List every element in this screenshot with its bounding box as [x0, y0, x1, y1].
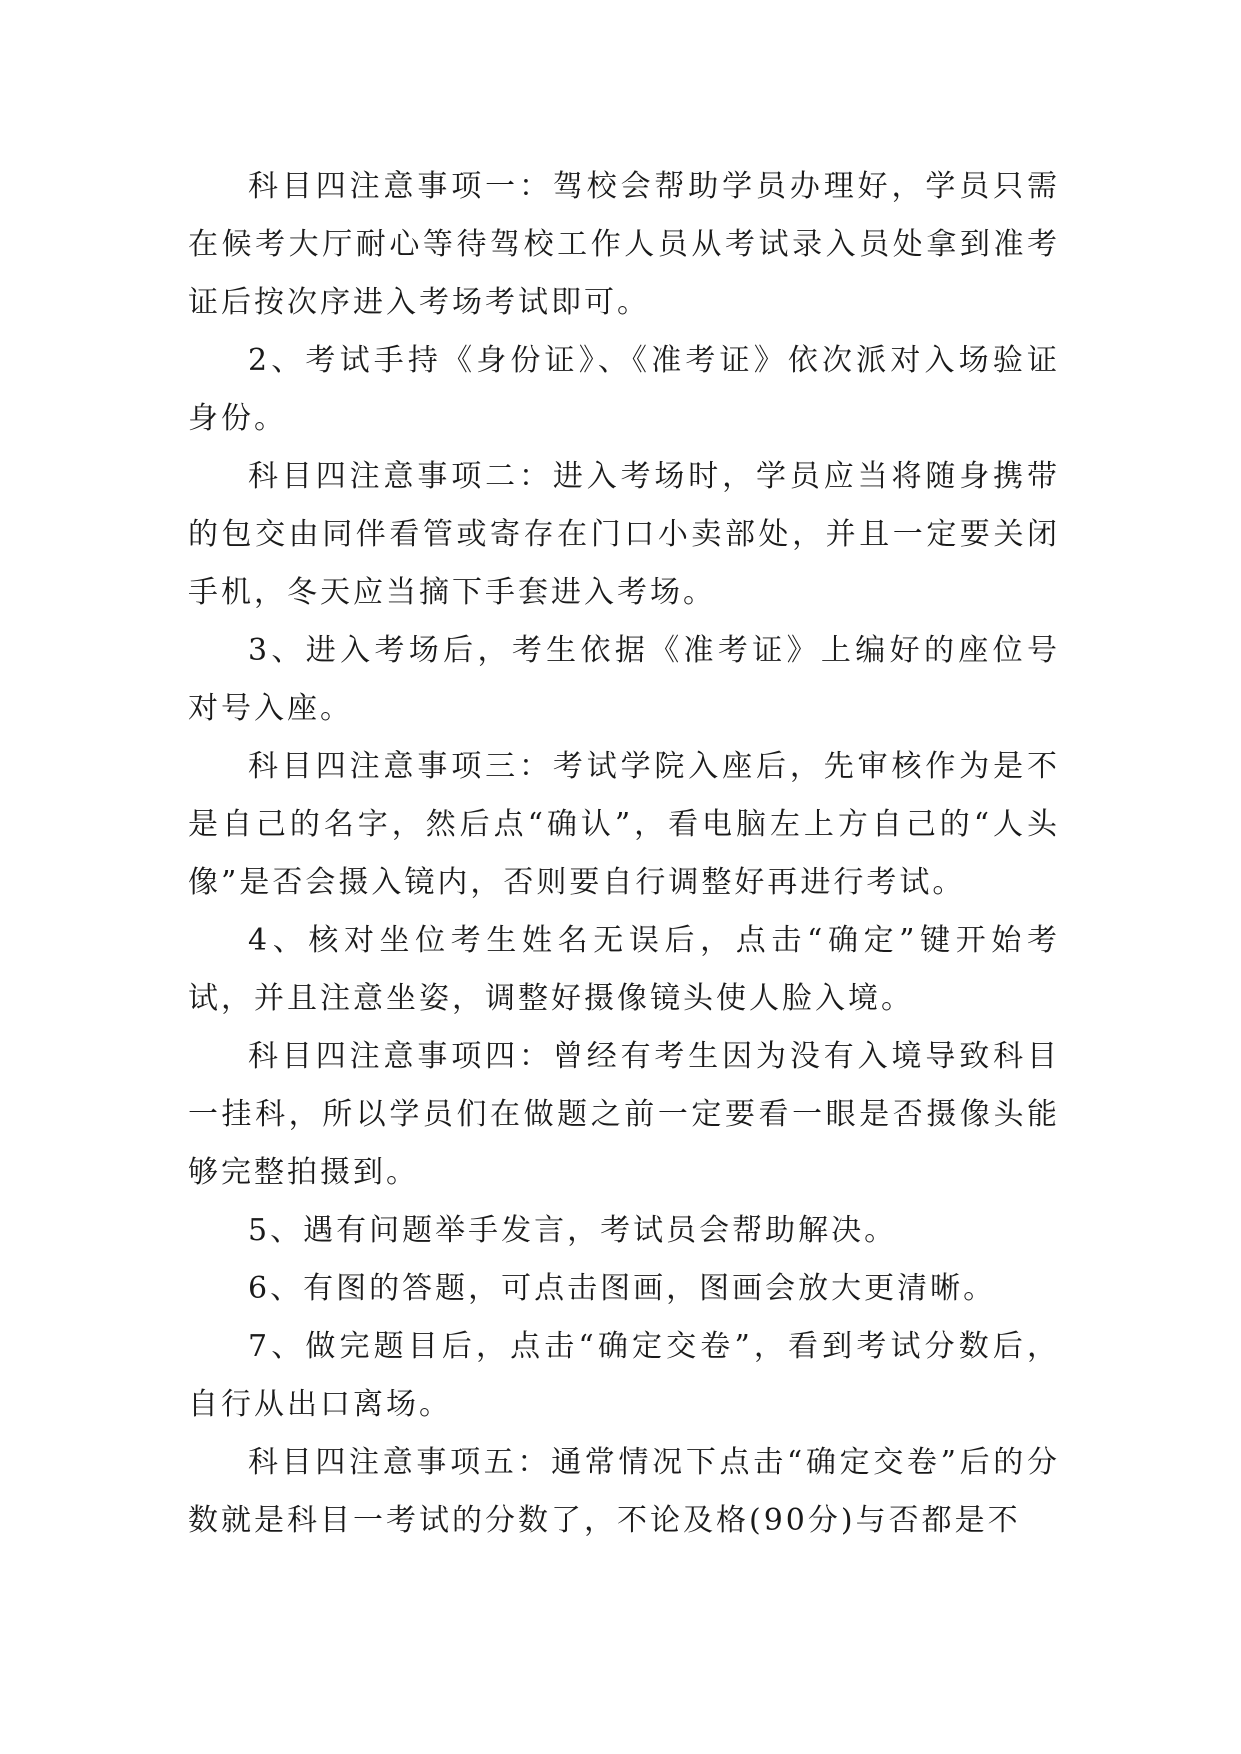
paragraph-step-2: 2、考试手持《身份证》、《准考证》依次派对入场验证身份。 [188, 343, 1060, 436]
paragraph-note-5: 科目四注意事项五：通常情况下点击“确定交卷”后的分数就是科目一考试的分数了，不论及格(90分)与否都是不 [188, 1445, 1060, 1538]
document-body [188, 158, 1060, 1550]
paragraph-step-6: 6、有图的答题，可点击图画，图画会放大更清晰。 [248, 1271, 997, 1306]
paragraph-note-3: 科目四注意事项三：考试学院入座后，先审核作为是不是自己的名字，然后点“确认”，看电脑左上方自己的“人头像”是否会摄入镜内，否则要自行调整好再进行考试。 [188, 749, 1060, 900]
paragraph-note-4: 科目四注意事项四：曾经有考生因为没有入境导致科目一挂科，所以学员们在做题之前一定要看一眼是否摄像头能够完整拍摄到。 [188, 1039, 1060, 1190]
paragraph-note-2: 科目四注意事项二：进入考场时，学员应当将随身携带的包交由同伴看管或寄存在门口小卖部处，并且一定要关闭手机，冬天应当摘下手套进入考场。 [188, 459, 1060, 610]
paragraph-step-4: 4、核对坐位考生姓名无误后，点击“确定”键开始考试，并且注意坐姿，调整好摄像镜头使人脸入境。 [188, 923, 1060, 1016]
paragraph-step-7: 7、做完题目后，点击“确定交卷”，看到考试分数后，自行从出口离场。 [188, 1329, 1060, 1422]
paragraph-step-5: 5、遇有问题举手发言，考试员会帮助解决。 [248, 1213, 898, 1248]
paragraph-step-3: 3、进入考场后，考生依据《准考证》上编好的座位号对号入座。 [188, 633, 1060, 726]
paragraph-note-1: 科目四注意事项一：驾校会帮助学员办理好，学员只需在候考大厅耐心等待驾校工作人员从考试录入员处拿到准考证后按次序进入考场考试即可。 [188, 169, 1060, 320]
